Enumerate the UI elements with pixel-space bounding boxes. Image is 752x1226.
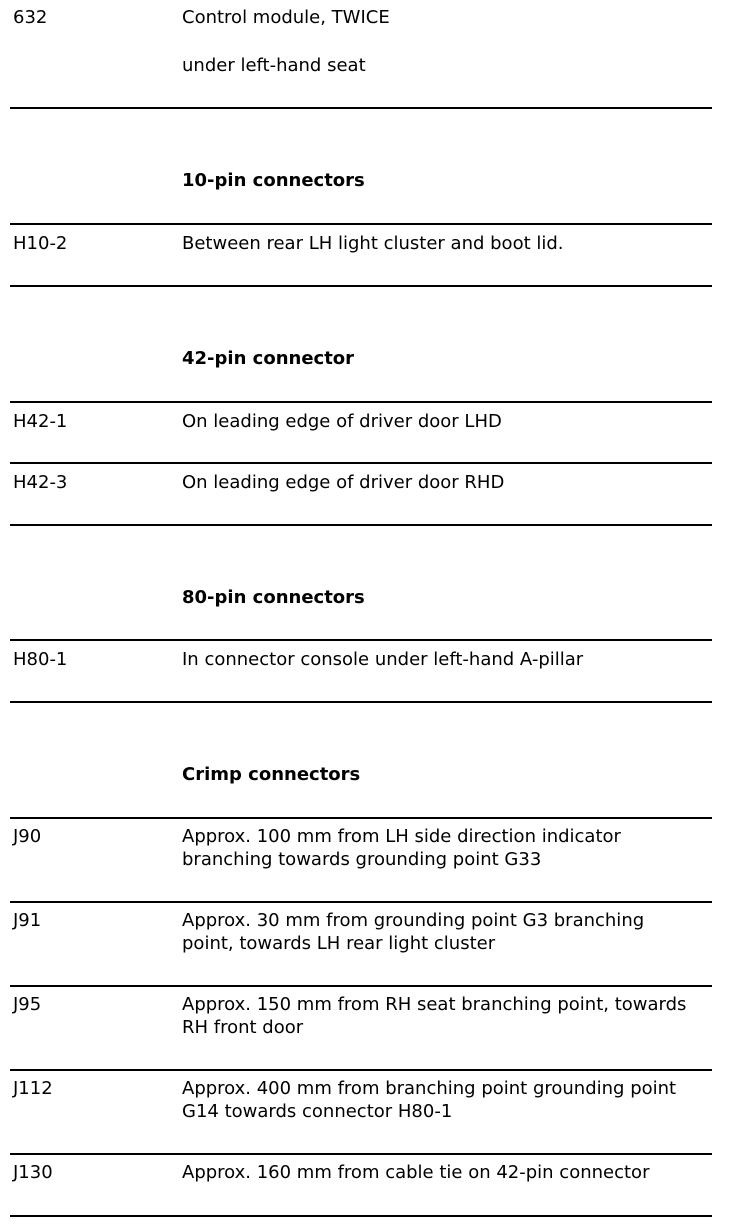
entry-desc-j130: Approx. 160 mm from cable tie on 42-pin connector — [182, 1162, 650, 1183]
entry-desc-j112-line1: Approx. 400 mm from branching point grounding point — [182, 1078, 677, 1099]
entry-desc-j91-line1: Approx. 30 mm from grounding point G3 branching — [182, 910, 645, 931]
entry-code-j95: J95 — [13, 994, 42, 1015]
divider — [10, 701, 712, 703]
entry-code-632: 632 — [13, 7, 48, 28]
entry-code-h42-3: H42-3 — [13, 472, 68, 493]
entry-desc-h42-3: On leading edge of driver door RHD — [182, 472, 505, 493]
entry-desc-h80-1: In connector console under left-hand A-pillar — [182, 649, 584, 670]
divider — [10, 401, 712, 403]
entry-code-j91: J91 — [13, 910, 42, 931]
entry-desc-632-line2: under left-hand seat — [182, 55, 366, 76]
divider — [10, 524, 712, 526]
entry-code-j112: J112 — [13, 1078, 53, 1099]
entry-code-h10-2: H10-2 — [13, 233, 68, 254]
divider — [10, 1069, 712, 1071]
entry-desc-632-line1: Control module, TWICE — [182, 7, 390, 28]
section-heading-80-pin: 80-pin connectors — [182, 587, 365, 608]
divider — [10, 462, 712, 464]
entry-desc-j95-line1: Approx. 150 mm from RH seat branching point, towards — [182, 994, 687, 1015]
divider — [10, 639, 712, 641]
entry-code-h80-1: H80-1 — [13, 649, 68, 670]
divider — [10, 1153, 712, 1155]
entry-desc-j90-line1: Approx. 100 mm from LH side direction indicator — [182, 826, 621, 847]
divider — [10, 817, 712, 819]
entry-desc-j91-line2: point, towards LH rear light cluster — [182, 933, 496, 954]
entry-desc-j90-line2: branching towards grounding point G33 — [182, 849, 542, 870]
entry-code-h42-1: H42-1 — [13, 411, 68, 432]
entry-desc-h10-2: Between rear LH light cluster and boot lid. — [182, 233, 564, 254]
entry-desc-j112-line2: G14 towards connector H80-1 — [182, 1101, 453, 1122]
divider — [10, 223, 712, 225]
divider — [10, 901, 712, 903]
section-heading-crimp: Crimp connectors — [182, 764, 361, 785]
entry-code-j130: J130 — [13, 1162, 53, 1183]
entry-desc-j95-line2: RH front door — [182, 1017, 304, 1038]
section-heading-42-pin: 42-pin connector — [182, 348, 355, 369]
entry-desc-h42-1: On leading edge of driver door LHD — [182, 411, 502, 432]
divider — [10, 985, 712, 987]
divider — [10, 1215, 712, 1217]
divider — [10, 285, 712, 287]
entry-code-j90: J90 — [13, 826, 42, 847]
divider — [10, 107, 712, 109]
section-heading-10-pin: 10-pin connectors — [182, 170, 365, 191]
